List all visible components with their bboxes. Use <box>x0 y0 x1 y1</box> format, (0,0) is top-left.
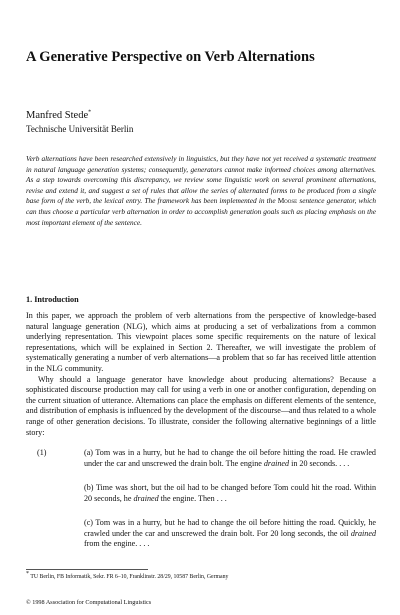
footnote-text: TU Berlin, FB Informatik, Sekr. FR 6–10, Franklinstr. 28/29, 10587 Berlin, Germany <box>30 574 229 580</box>
section-heading <box>26 295 79 304</box>
author-name <box>26 110 91 122</box>
author-name-text: Manfred Stede <box>26 110 89 121</box>
author-footnote-mark: * <box>88 109 92 116</box>
example-verb: drained <box>133 493 159 503</box>
example-label: (c) <box>84 518 93 527</box>
example-text: the engine. Then . . . <box>158 493 227 503</box>
example-label: (a) <box>84 448 93 457</box>
example-text: Tom was in a hurry, but he had to change the oil before hitting the road. He crawled under the car and unscrewed the drain bolt. The engine <box>84 448 376 468</box>
body-text <box>26 311 376 438</box>
example-verb: drained <box>350 528 376 538</box>
paper-title: A Generative Perspective on Verb Alternations <box>26 49 315 65</box>
abstract-text-2: sentence generator, which can thus choose a particular verb alternation in order to accomplish generation goals such as placing emphasis on the most important element of the sentence. <box>26 196 376 227</box>
example-label: (b) <box>84 483 94 492</box>
system-name: Moose <box>277 196 298 206</box>
section-title: Introduction <box>34 295 79 304</box>
paragraph: In this paper, we approach the problem of verb alternations from the perspective of knowledge-based natural language generation (NLG), which aims at producing a set of verbalizations from a common underlying representation. This viewpoint places some specific requirements on the nature of lexical representations, which will be explained in Section 2. Thereafter, we will investigate the problem of systematically generating a number of verb alternations—a problem that so far has received little attention in the NLG community. <box>26 311 376 373</box>
example-verb: drained <box>263 458 290 468</box>
example-item-c <box>84 518 376 550</box>
example-item-b <box>84 483 376 504</box>
example-text: Tom was in a hurry, but he had to change the oil before hitting the road. Quickly, he crawled under the car and unscrewed the drain bolt. For 20 long seconds, the oil <box>84 518 376 538</box>
abstract <box>26 154 376 228</box>
abstract-text-1: Verb alternations have been researched extensively in linguistics, but they have not yet received a systematic treatment in natural language generation systems; consequently, generators cannot make informed choices among alternatives. As a step towards overcoming this discrepancy, we review some linguistic work on several prominent alternations, revise and extend it, and suggest a set of rules that allow the series of alternated forms to be produced from a single base form of the verb, the lexical entry. The framework has been implemented in the <box>26 154 376 206</box>
example-item-a <box>84 448 376 469</box>
section-number: 1. <box>26 295 33 304</box>
copyright-notice: © 1998 Association for Computational Linguistics <box>26 599 152 606</box>
footnote-divider <box>26 569 148 570</box>
paragraph: Why should a language generator have knowledge about producing alternations? Because a sophisticated discourse production may call for using a verb in one or another configuration, depending on the current situation of utterance. Alternations can place the emphasis on different elements of the sentence, and distribution of emphasis is influenced by the development of the discourse—and thus related to a whole range of other generation decisions. To illustrate, consider the following alternative beginnings of a little story: <box>26 374 376 437</box>
author-affiliation: Technische Universität Berlin <box>26 124 134 134</box>
example-number: (1) <box>37 448 47 457</box>
example-text: Time was short, but the oil had to be changed before Tom could hit the road. Within 20 seconds, he <box>84 483 376 503</box>
footnote <box>26 573 376 581</box>
example-text: from the engine. . . . <box>84 539 150 549</box>
footnote-mark: * <box>26 571 29 578</box>
example-text: in 20 seconds. . . . <box>289 458 350 468</box>
